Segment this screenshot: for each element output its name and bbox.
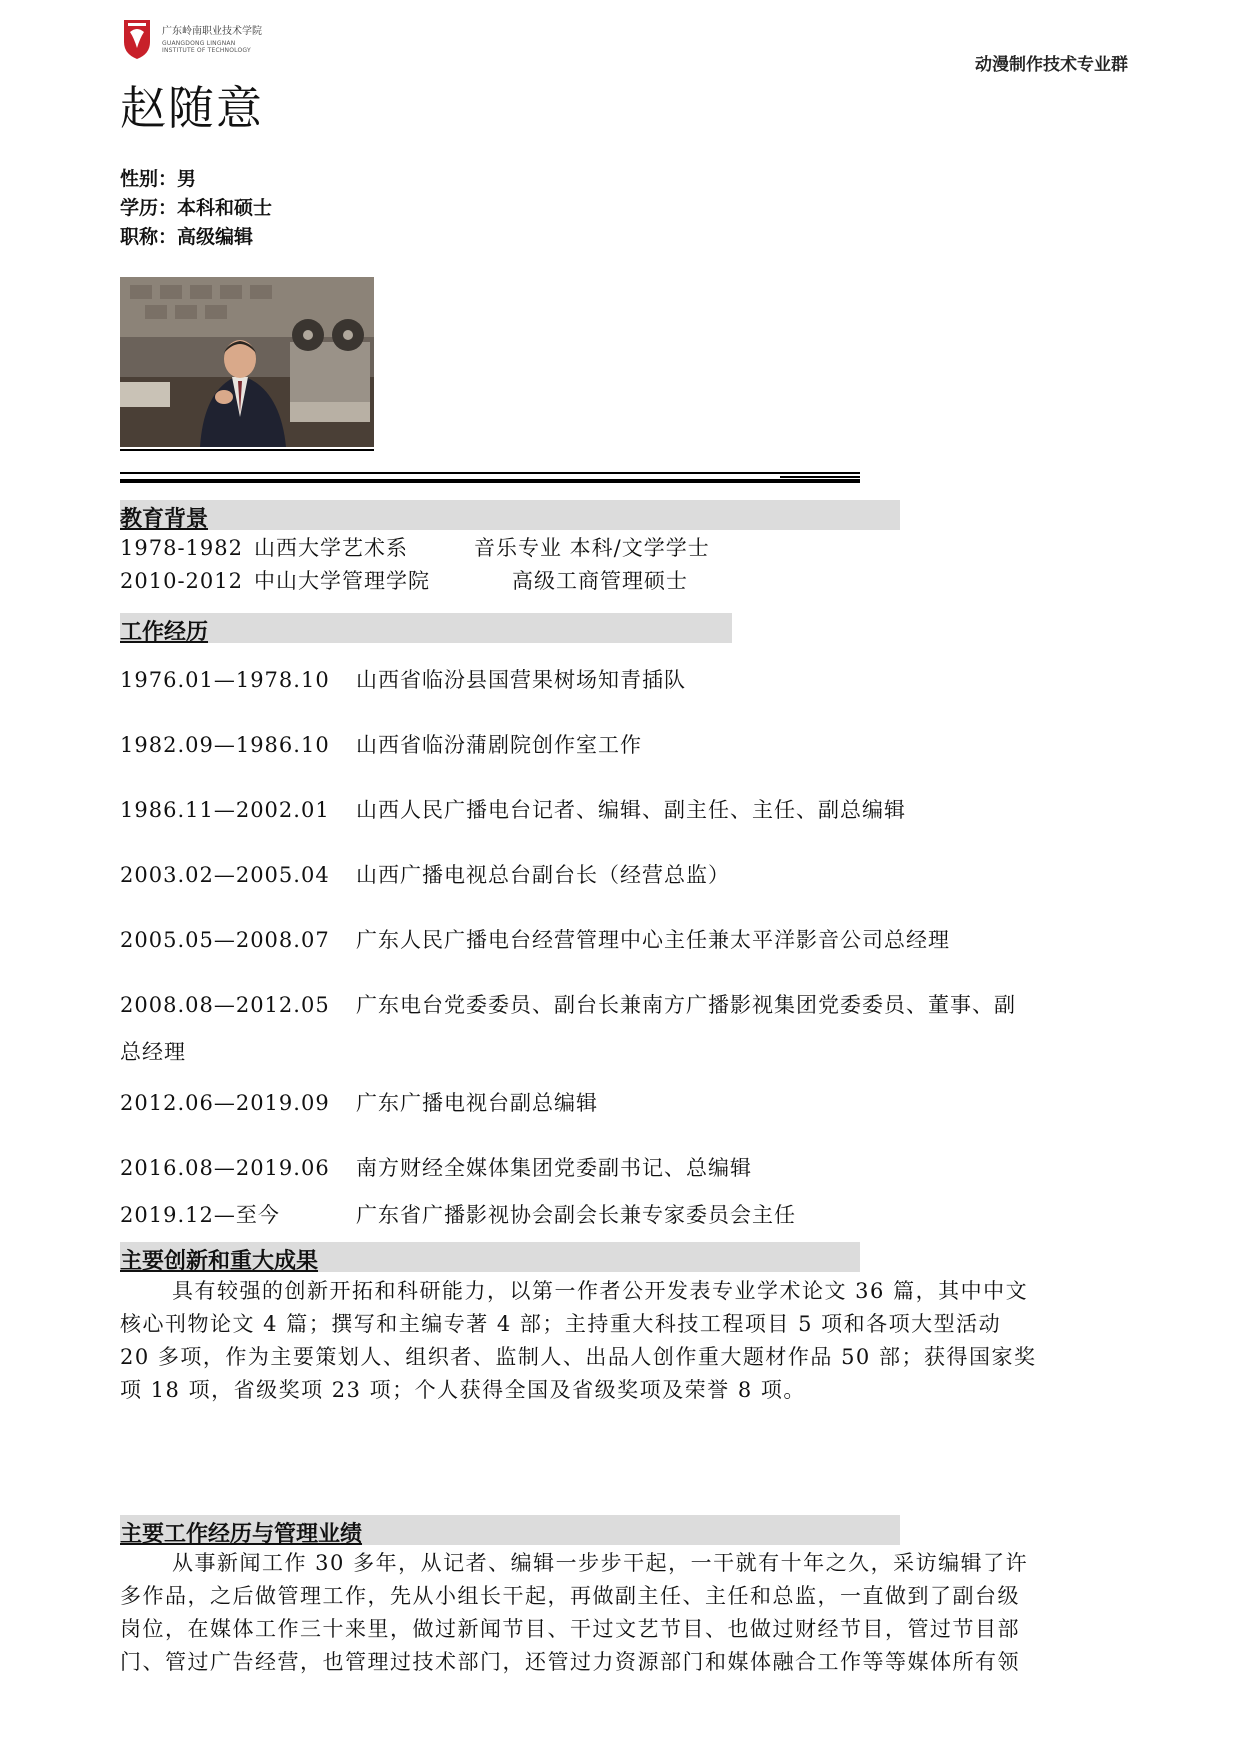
education-school: 中山大学管理学院 bbox=[254, 569, 430, 593]
section-achievements bbox=[120, 1242, 860, 1272]
work-row bbox=[120, 990, 1016, 1020]
paragraph-line: 20 多项，作为主要策划人、组织者、监制人、出品人创作重大题材作品 50 部；获得国家奖 bbox=[120, 1345, 1037, 1369]
work-text: 广东电台党委委员、副台长兼南方广播影视集团党委委员、董事、副 bbox=[356, 993, 1016, 1017]
achievements-paragraph bbox=[120, 1275, 1128, 1407]
divider-rule-thick bbox=[120, 479, 860, 483]
section-management-heading: 主要工作经历与管理业绩 bbox=[120, 1522, 363, 1547]
section-management bbox=[120, 1515, 900, 1545]
section-work-heading: 工作经历 bbox=[120, 620, 209, 645]
basic-info bbox=[120, 165, 272, 252]
work-date: 1976.01—1978.10 bbox=[120, 668, 330, 692]
work-row bbox=[120, 1153, 752, 1183]
job-title-text: 职称：高级编辑 bbox=[120, 226, 254, 248]
work-text: 南方财经全媒体集团党委副书记、总编辑 bbox=[356, 1156, 752, 1180]
work-row-continuation: 总经理 bbox=[120, 1040, 186, 1064]
work-date: 2005.05—2008.07 bbox=[120, 928, 330, 952]
work-text: 广东省广播影视协会副会长兼专家委员会主任 bbox=[356, 1203, 796, 1227]
gender-text: 性别：男 bbox=[120, 168, 197, 190]
paragraph-line: 从事新闻工作 30 多年，从记者、编辑一步步干起，一干就有十年之久，采访编辑了许 bbox=[172, 1551, 1029, 1575]
work-text: 广东人民广播电台经营管理中心主任兼太平洋影音公司总经理 bbox=[356, 928, 950, 952]
education-row bbox=[120, 566, 688, 596]
work-date: 2019.12—至今 bbox=[120, 1203, 280, 1227]
education-detail: 音乐专业 本科/文学学士 bbox=[474, 536, 710, 560]
portrait-photo bbox=[120, 277, 374, 447]
work-row bbox=[120, 925, 950, 955]
work-text: 山西省临汾县国营果树场知青插队 bbox=[356, 668, 686, 692]
section-education bbox=[120, 500, 900, 530]
education-detail: 高级工商管理硕士 bbox=[512, 569, 688, 593]
paragraph-line: 具有较强的创新开拓和科研能力，以第一作者公开发表专业学术论文 36 篇，其中中文 bbox=[172, 1279, 1029, 1303]
work-row bbox=[120, 730, 642, 760]
school-emblem-icon bbox=[122, 18, 152, 60]
work-text: 山西省临汾蒲剧院创作室工作 bbox=[356, 733, 642, 757]
divider-rule bbox=[120, 472, 860, 474]
work-date: 2008.08—2012.05 bbox=[120, 993, 330, 1017]
education-school: 山西大学艺术系 bbox=[254, 536, 408, 560]
paragraph-line: 项 18 项，省级奖项 23 项；个人获得全国及省级奖项及荣誉 8 项。 bbox=[120, 1378, 806, 1402]
section-education-heading: 教育背景 bbox=[120, 507, 209, 532]
paragraph-line: 核心刊物论文 4 篇；撰写和主编专著 4 部；主持重大科技工程项目 5 项和各项大型活动 bbox=[120, 1312, 1002, 1336]
school-name-en: GUANGDONG LINGNAN INSTITUTE OF TECHNOLOGY bbox=[162, 40, 251, 54]
work-text: 山西广播电视总台副台长（经营总监） bbox=[356, 863, 730, 887]
management-paragraph bbox=[120, 1547, 1128, 1679]
work-date: 2003.02—2005.04 bbox=[120, 863, 330, 887]
work-date: 2012.06—2019.09 bbox=[120, 1091, 330, 1115]
work-row bbox=[120, 1088, 598, 1118]
work-row bbox=[120, 665, 686, 695]
work-row bbox=[120, 795, 906, 825]
divider-rule-short bbox=[780, 476, 860, 478]
school-name-cn: 广东岭南职业技术学院 bbox=[162, 26, 262, 37]
work-row bbox=[120, 1200, 796, 1230]
work-date: 1982.09—1986.10 bbox=[120, 733, 330, 757]
education-level-text: 学历：本科和硕士 bbox=[120, 197, 273, 219]
work-row bbox=[120, 860, 730, 890]
education-date: 2010-2012 bbox=[120, 569, 243, 593]
section-achievements-heading: 主要创新和重大成果 bbox=[120, 1249, 319, 1274]
work-text: 山西人民广播电台记者、编辑、副主任、主任、副总编辑 bbox=[356, 798, 906, 822]
section-work bbox=[120, 613, 732, 643]
paragraph-line: 门、管过广告经营，也管理过技术部门，还管过力资源部门和媒体融合工作等等媒体所有领 bbox=[120, 1650, 1020, 1674]
person-name: 赵随意 bbox=[120, 81, 264, 135]
work-date: 2016.08—2019.06 bbox=[120, 1156, 330, 1180]
professional-group: 动漫制作技术专业群 bbox=[975, 55, 1128, 75]
education-date: 1978-1982 bbox=[120, 536, 243, 560]
work-text: 广东广播电视台副总编辑 bbox=[356, 1091, 598, 1115]
paragraph-line: 岗位，在媒体工作三十来里，做过新闻节目、干过文艺节目、也做过财经节目，管过节目部 bbox=[120, 1617, 1020, 1641]
work-date: 1986.11—2002.01 bbox=[120, 798, 330, 822]
education-row bbox=[120, 533, 710, 563]
school-logo bbox=[122, 18, 262, 64]
paragraph-line: 多作品，之后做管理工作，先从小组长干起，再做副主任、主任和总监，一直做到了副台级 bbox=[120, 1584, 1020, 1608]
photo-underline bbox=[120, 449, 374, 451]
